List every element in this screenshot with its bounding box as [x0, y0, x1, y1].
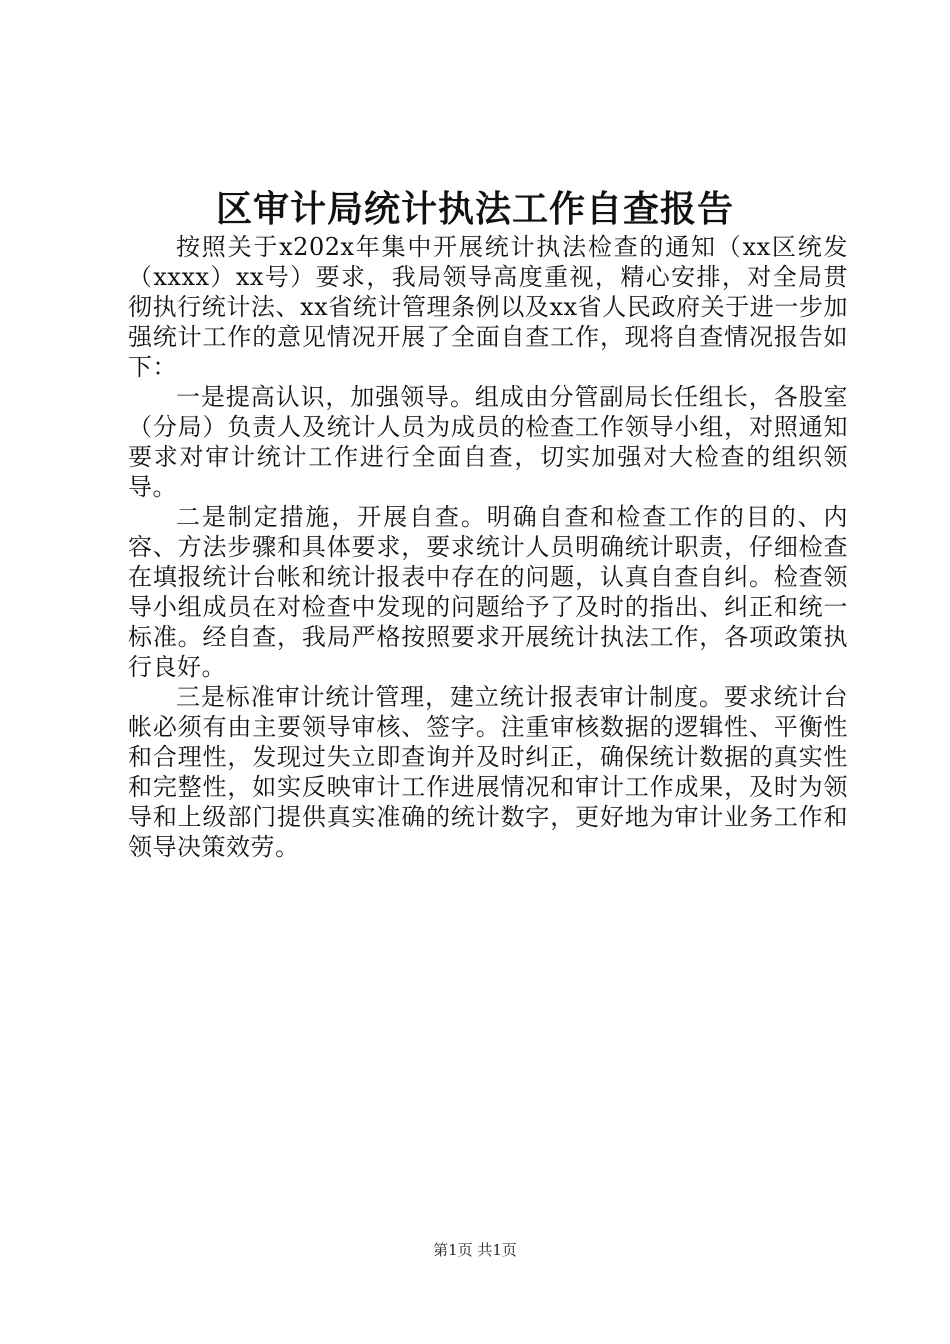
document-title: 区审计局统计执法工作自查报告 — [215, 188, 734, 230]
paragraph-point-two: 二是制定措施，开展自查。明确自查和检查工作的目的、内容、方法步骤和具体要求，要求统计人员明确统计职责，仔细检查在填报统计台帐和统计报表中存在的问题，认真自查自纠。检查领导小组成员在对检查中发现的问题给予了及时的指出、纠正和统一标准。经自查，我局严格按照要求开展统计执法工作，各项政策执行良好。 — [128, 503, 848, 681]
paragraph-point-one: 一是提高认识，加强领导。组成由分管副局长任组长，各股室（分局）负责人及统计人员为成员的检查工作领导小组，对照通知要求对审计统计工作进行全面自查，切实加强对大检查的组织领导。 — [128, 383, 848, 501]
document-body — [128, 232, 848, 862]
paragraph-point-three: 三是标准审计统计管理，建立统计报表审计制度。要求统计台帐必须有由主要领导审核、签字。注重审核数据的逻辑性、平衡性和合理性，发现过失立即查询并及时纠正，确保统计数据的真实性和完整性，如实反映审计工作进展情况和审计工作成果，及时为领导和上级部门提供真实准确的统计数字，更好地为审计业务工作和领导决策效劳。 — [128, 683, 848, 861]
page-footer: 第1页 共1页 — [433, 1241, 517, 1259]
paragraph-intro: 按照关于x202x年集中开展统计执法检查的通知（xx区统发（xxxx）xx号）要求，我局领导高度重视，精心安排，对全局贯彻执行统计法、xx省统计管理条例以及xx省人民政府关于进一步加强统计工作的意见情况开展了全面自查工作，现将自查情况报告如下： — [128, 233, 848, 381]
